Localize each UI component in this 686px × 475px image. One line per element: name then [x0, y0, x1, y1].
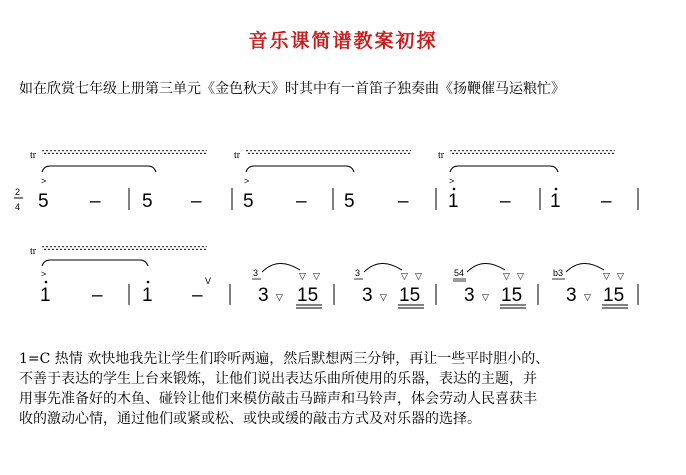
trill-line — [42, 246, 207, 250]
note: 5 — [142, 191, 153, 212]
note: 5 — [344, 191, 355, 212]
note-pair: 15 — [603, 285, 625, 306]
note: 1 — [448, 191, 459, 212]
tie-mark: ▽ — [276, 292, 283, 302]
body-paragraph — [19, 349, 669, 429]
note-pair: 15 — [501, 285, 523, 306]
tie-mark: ▽ — [603, 271, 610, 281]
note: – — [90, 191, 101, 212]
tie-mark: ▽ — [299, 271, 306, 281]
tie-mark: ▽ — [503, 271, 510, 281]
note: 3 — [258, 285, 269, 306]
grace-note: b3 — [553, 268, 564, 278]
tie-mark: ▽ — [584, 292, 591, 302]
tie-mark: ▽ — [380, 292, 387, 302]
note: – — [500, 191, 511, 212]
note: 5 — [243, 191, 254, 212]
note: – — [192, 285, 203, 306]
tie-mark: ▽ — [415, 271, 422, 281]
note: 1 — [142, 285, 153, 306]
note: 3 — [362, 285, 373, 306]
trill-line — [246, 150, 411, 154]
slur — [246, 166, 354, 172]
note: 5 — [38, 191, 49, 212]
grace-figure — [354, 263, 424, 308]
note: – — [296, 191, 307, 212]
grace-figure — [552, 263, 628, 308]
body-line: 不善于表达的学生上台来锻炼，让他们说出表达乐曲所使用的乐器，表达的主题，并 — [19, 371, 537, 387]
time-signature-bottom: 4 — [15, 202, 21, 212]
accent-mark: > — [41, 176, 47, 186]
high-octave-dot — [453, 188, 456, 191]
tie-mark: ▽ — [517, 271, 524, 281]
tie-mark: ▽ — [313, 271, 320, 281]
grace-note: 3 — [253, 268, 259, 278]
body-line: 收的激动心情，通过他们或紧或松、或快或缓的敲击方式及对乐器的选择。 — [19, 411, 481, 427]
note-pair: 15 — [399, 285, 421, 306]
note: 3 — [464, 285, 475, 306]
trill-label: tr — [234, 150, 241, 161]
note: 1 — [550, 191, 561, 212]
note-pair: 15 — [297, 285, 319, 306]
tie-mark: ▽ — [482, 292, 489, 302]
intro-line: 如在欣赏七年级上册第三单元《金色秋天》时其中有一首笛子独奏曲《扬鞭催马运粮忙》 — [19, 81, 565, 97]
tie-mark: ▽ — [617, 271, 624, 281]
accent-mark: > — [449, 176, 455, 186]
slur — [467, 263, 505, 272]
grace-note: 3 — [355, 268, 361, 278]
slur — [450, 166, 558, 172]
slur — [566, 263, 604, 272]
slur — [42, 166, 156, 172]
trill-line — [42, 150, 207, 154]
note: – — [601, 191, 612, 212]
trill-label: tr — [438, 150, 445, 161]
note: – — [398, 191, 409, 212]
note: 3 — [566, 285, 577, 306]
grace-note: 54 — [454, 268, 465, 278]
accent-mark: > — [244, 176, 250, 186]
slur — [262, 263, 300, 272]
tie-mark: ▽ — [401, 271, 408, 281]
high-octave-dot — [45, 281, 48, 284]
trill-line — [450, 150, 615, 154]
grace-figure — [453, 263, 526, 308]
trill-label: tr — [30, 150, 37, 161]
slur — [42, 260, 148, 266]
note: – — [92, 285, 103, 306]
breath-mark: V — [205, 276, 212, 286]
high-octave-dot — [147, 281, 150, 284]
high-octave-dot — [555, 188, 558, 191]
body-line: 用事先准备好的木鱼、碰铃让他们来模仿敲击马蹄声和马铃声，体会劳动人民喜获丰 — [19, 391, 537, 407]
accent-mark: > — [41, 269, 47, 279]
note: – — [191, 191, 202, 212]
grace-figure — [252, 263, 322, 308]
page-title: 音乐课简谱教案初探 — [248, 30, 438, 52]
trill-label: tr — [30, 246, 37, 257]
time-signature-top: 2 — [15, 187, 21, 197]
note: 1 — [40, 285, 51, 306]
body-line: 1=C 热情 欢快地我先让学生们聆听两遍，然后默想两三分钟，再让一些平时胆小的、 — [19, 351, 550, 367]
slur — [364, 263, 402, 272]
